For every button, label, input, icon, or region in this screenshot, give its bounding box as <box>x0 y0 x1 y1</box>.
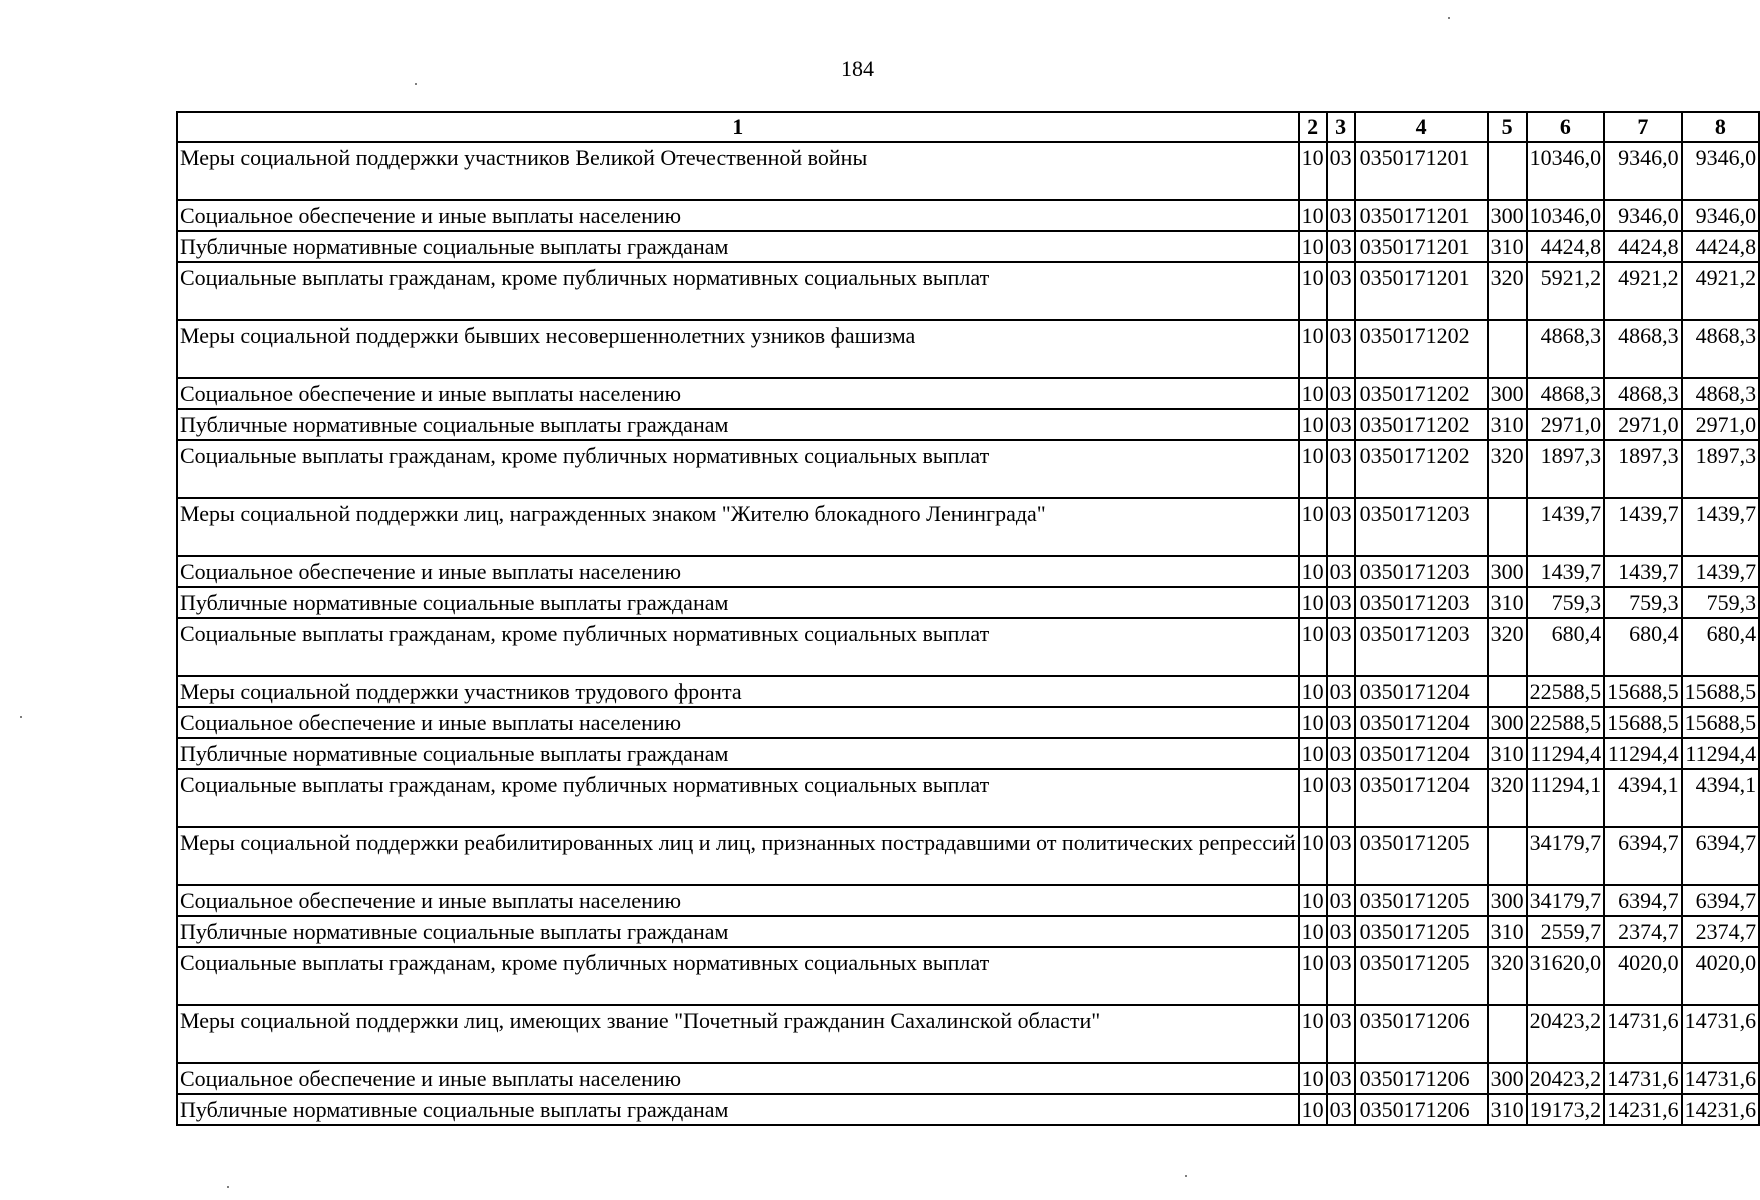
target-article-cell <box>1355 262 1488 320</box>
target-article-prefix: 03501 <box>1359 772 1415 797</box>
subsection-code-cell: 03 <box>1327 885 1355 916</box>
table-row <box>177 587 1759 618</box>
amount-col8-cell: 4424,8 <box>1682 231 1760 262</box>
row-name-cell: Публичные нормативные социальные выплаты гражданам <box>177 231 1299 262</box>
expense-type-cell <box>1488 827 1527 885</box>
subsection-code-cell: 03 <box>1327 916 1355 947</box>
target-article-prefix: 03501 <box>1359 679 1415 704</box>
section-code-cell: 10 <box>1299 769 1327 827</box>
target-article-cell <box>1355 142 1488 200</box>
amount-col7-cell: 4424,8 <box>1604 231 1682 262</box>
amount-col8-cell: 4868,3 <box>1682 378 1760 409</box>
row-name-cell: Меры социальной поддержки участников трудового фронта <box>177 676 1299 707</box>
amount-col7-cell: 2971,0 <box>1604 409 1682 440</box>
section-code-cell: 10 <box>1299 827 1327 885</box>
target-article-cell <box>1355 947 1488 1005</box>
row-name-cell: Социальные выплаты гражданам, кроме публичных нормативных социальных выплат <box>177 947 1299 1005</box>
table-row <box>177 262 1759 320</box>
target-article-cell <box>1355 1063 1488 1094</box>
row-name-cell: Публичные нормативные социальные выплаты гражданам <box>177 1094 1299 1125</box>
amount-col6-cell: 22588,5 <box>1527 676 1605 707</box>
target-article-prefix: 03501 <box>1359 888 1415 913</box>
amount-col6-cell: 759,3 <box>1527 587 1605 618</box>
target-article-suffix: 71202 <box>1414 412 1470 437</box>
row-name-cell: Публичные нормативные социальные выплаты гражданам <box>177 916 1299 947</box>
table-row <box>177 440 1759 498</box>
section-code-cell: 10 <box>1299 618 1327 676</box>
table-row <box>177 1005 1759 1063</box>
table-row <box>177 676 1759 707</box>
amount-col7-cell: 4868,3 <box>1604 378 1682 409</box>
subsection-code-cell: 03 <box>1327 587 1355 618</box>
expense-type-cell: 310 <box>1488 409 1527 440</box>
subsection-code-cell: 03 <box>1327 1094 1355 1125</box>
amount-col6-cell: 4868,3 <box>1527 378 1605 409</box>
row-name-cell: Социальное обеспечение и иные выплаты населению <box>177 885 1299 916</box>
column-header: 8 <box>1682 112 1760 142</box>
column-header: 4 <box>1355 112 1488 142</box>
target-article-prefix: 03501 <box>1359 1008 1415 1033</box>
amount-col6-cell: 20423,2 <box>1527 1063 1605 1094</box>
section-code-cell: 10 <box>1299 738 1327 769</box>
target-article-prefix: 03501 <box>1359 501 1415 526</box>
amount-col8-cell: 15688,5 <box>1682 676 1760 707</box>
target-article-suffix: 71205 <box>1414 950 1470 975</box>
row-name-cell: Социальное обеспечение и иные выплаты населению <box>177 556 1299 587</box>
section-code-cell: 10 <box>1299 947 1327 1005</box>
scan-speck <box>227 1186 229 1188</box>
subsection-code-cell: 03 <box>1327 618 1355 676</box>
scan-speck <box>1185 1175 1187 1177</box>
amount-col6-cell: 34179,7 <box>1527 885 1605 916</box>
amount-col8-cell: 14731,6 <box>1682 1063 1760 1094</box>
amount-col7-cell: 2374,7 <box>1604 916 1682 947</box>
amount-col6-cell: 2971,0 <box>1527 409 1605 440</box>
row-name-cell: Публичные нормативные социальные выплаты гражданам <box>177 738 1299 769</box>
target-article-cell <box>1355 587 1488 618</box>
amount-col6-cell: 2559,7 <box>1527 916 1605 947</box>
target-article-suffix: 71203 <box>1414 501 1470 526</box>
table-row <box>177 320 1759 378</box>
subsection-code-cell: 03 <box>1327 1063 1355 1094</box>
table-row <box>177 916 1759 947</box>
target-article-suffix: 71205 <box>1414 830 1470 855</box>
target-article-cell <box>1355 378 1488 409</box>
subsection-code-cell: 03 <box>1327 769 1355 827</box>
row-name-cell: Публичные нормативные социальные выплаты гражданам <box>177 409 1299 440</box>
expense-type-cell: 310 <box>1488 738 1527 769</box>
row-name-cell: Социальное обеспечение и иные выплаты населению <box>177 378 1299 409</box>
expense-type-cell: 320 <box>1488 618 1527 676</box>
scan-speck <box>1448 17 1450 19</box>
column-header: 6 <box>1527 112 1605 142</box>
section-code-cell: 10 <box>1299 885 1327 916</box>
target-article-suffix: 71202 <box>1414 323 1470 348</box>
section-code-cell: 10 <box>1299 676 1327 707</box>
amount-col8-cell: 1439,7 <box>1682 556 1760 587</box>
target-article-suffix: 71204 <box>1414 741 1470 766</box>
amount-col6-cell: 5921,2 <box>1527 262 1605 320</box>
subsection-code-cell: 03 <box>1327 676 1355 707</box>
section-code-cell: 10 <box>1299 1005 1327 1063</box>
target-article-suffix: 71206 <box>1414 1066 1470 1091</box>
target-article-suffix: 71203 <box>1414 621 1470 646</box>
amount-col7-cell: 11294,4 <box>1604 738 1682 769</box>
target-article-cell <box>1355 1005 1488 1063</box>
amount-col7-cell: 680,4 <box>1604 618 1682 676</box>
target-article-suffix: 71204 <box>1414 679 1470 704</box>
section-code-cell: 10 <box>1299 320 1327 378</box>
amount-col6-cell: 31620,0 <box>1527 947 1605 1005</box>
amount-col7-cell: 14231,6 <box>1604 1094 1682 1125</box>
expense-type-cell: 310 <box>1488 587 1527 618</box>
section-code-cell: 10 <box>1299 556 1327 587</box>
expense-type-cell <box>1488 1005 1527 1063</box>
target-article-prefix: 03501 <box>1359 559 1415 584</box>
amount-col7-cell: 4868,3 <box>1604 320 1682 378</box>
amount-col8-cell: 9346,0 <box>1682 200 1760 231</box>
subsection-code-cell: 03 <box>1327 947 1355 1005</box>
amount-col7-cell: 4921,2 <box>1604 262 1682 320</box>
expense-type-cell: 300 <box>1488 200 1527 231</box>
expense-type-cell: 300 <box>1488 707 1527 738</box>
column-header: 7 <box>1604 112 1682 142</box>
amount-col6-cell: 20423,2 <box>1527 1005 1605 1063</box>
section-code-cell: 10 <box>1299 200 1327 231</box>
amount-col8-cell: 9346,0 <box>1682 142 1760 200</box>
amount-col6-cell: 11294,4 <box>1527 738 1605 769</box>
target-article-suffix: 71204 <box>1414 710 1470 735</box>
target-article-cell <box>1355 738 1488 769</box>
amount-col6-cell: 4868,3 <box>1527 320 1605 378</box>
target-article-prefix: 03501 <box>1359 234 1415 259</box>
amount-col6-cell: 10346,0 <box>1527 142 1605 200</box>
row-name-cell: Социальное обеспечение и иные выплаты населению <box>177 1063 1299 1094</box>
subsection-code-cell: 03 <box>1327 556 1355 587</box>
section-code-cell: 10 <box>1299 440 1327 498</box>
section-code-cell: 10 <box>1299 409 1327 440</box>
section-code-cell: 10 <box>1299 707 1327 738</box>
target-article-prefix: 03501 <box>1359 830 1415 855</box>
expense-type-cell: 320 <box>1488 440 1527 498</box>
amount-col6-cell: 1897,3 <box>1527 440 1605 498</box>
table-row <box>177 738 1759 769</box>
amount-col7-cell: 9346,0 <box>1604 200 1682 231</box>
expense-type-cell <box>1488 498 1527 556</box>
target-article-cell <box>1355 231 1488 262</box>
target-article-prefix: 03501 <box>1359 443 1415 468</box>
target-article-cell <box>1355 556 1488 587</box>
target-article-suffix: 71201 <box>1414 265 1470 290</box>
amount-col8-cell: 14731,6 <box>1682 1005 1760 1063</box>
expense-type-cell: 310 <box>1488 231 1527 262</box>
target-article-cell <box>1355 498 1488 556</box>
scan-speck <box>415 83 417 85</box>
table-row <box>177 769 1759 827</box>
table-row <box>177 498 1759 556</box>
expense-type-cell <box>1488 142 1527 200</box>
amount-col7-cell: 15688,5 <box>1604 707 1682 738</box>
target-article-cell <box>1355 769 1488 827</box>
target-article-cell <box>1355 440 1488 498</box>
table-row <box>177 556 1759 587</box>
row-name-cell: Меры социальной поддержки реабилитированных лиц и лиц, признанных пострадавшими от политических репрессий <box>177 827 1299 885</box>
row-name-cell: Меры социальной поддержки лиц, имеющих звание "Почетный гражданин Сахалинской области" <box>177 1005 1299 1063</box>
table-row <box>177 1063 1759 1094</box>
subsection-code-cell: 03 <box>1327 378 1355 409</box>
subsection-code-cell: 03 <box>1327 200 1355 231</box>
amount-col8-cell: 4394,1 <box>1682 769 1760 827</box>
amount-col7-cell: 6394,7 <box>1604 827 1682 885</box>
amount-col7-cell: 1897,3 <box>1604 440 1682 498</box>
subsection-code-cell: 03 <box>1327 707 1355 738</box>
target-article-cell <box>1355 885 1488 916</box>
budget-table <box>176 111 1760 1126</box>
amount-col6-cell: 34179,7 <box>1527 827 1605 885</box>
target-article-cell <box>1355 618 1488 676</box>
amount-col7-cell: 14731,6 <box>1604 1063 1682 1094</box>
section-code-cell: 10 <box>1299 378 1327 409</box>
target-article-prefix: 03501 <box>1359 265 1415 290</box>
amount-col6-cell: 19173,2 <box>1527 1094 1605 1125</box>
target-article-cell <box>1355 676 1488 707</box>
expense-type-cell <box>1488 676 1527 707</box>
target-article-prefix: 03501 <box>1359 1097 1415 1122</box>
amount-col6-cell: 680,4 <box>1527 618 1605 676</box>
expense-type-cell: 300 <box>1488 1063 1527 1094</box>
subsection-code-cell: 03 <box>1327 738 1355 769</box>
expense-type-cell: 300 <box>1488 556 1527 587</box>
section-code-cell: 10 <box>1299 587 1327 618</box>
table-row <box>177 231 1759 262</box>
amount-col8-cell: 15688,5 <box>1682 707 1760 738</box>
target-article-suffix: 71203 <box>1414 590 1470 615</box>
target-article-prefix: 03501 <box>1359 381 1415 406</box>
table-row <box>177 142 1759 200</box>
target-article-cell <box>1355 916 1488 947</box>
expense-type-cell: 310 <box>1488 916 1527 947</box>
expense-type-cell: 320 <box>1488 262 1527 320</box>
expense-type-cell: 310 <box>1488 1094 1527 1125</box>
amount-col8-cell: 1439,7 <box>1682 498 1760 556</box>
expense-type-cell: 300 <box>1488 378 1527 409</box>
table-row <box>177 885 1759 916</box>
amount-col8-cell: 2374,7 <box>1682 916 1760 947</box>
target-article-prefix: 03501 <box>1359 145 1415 170</box>
target-article-suffix: 71203 <box>1414 559 1470 584</box>
amount-col8-cell: 6394,7 <box>1682 885 1760 916</box>
target-article-prefix: 03501 <box>1359 919 1415 944</box>
row-name-cell: Социальные выплаты гражданам, кроме публичных нормативных социальных выплат <box>177 262 1299 320</box>
row-name-cell: Социальные выплаты гражданам, кроме публичных нормативных социальных выплат <box>177 618 1299 676</box>
target-article-suffix: 71201 <box>1414 234 1470 259</box>
target-article-suffix: 71206 <box>1414 1097 1470 1122</box>
section-code-cell: 10 <box>1299 498 1327 556</box>
target-article-prefix: 03501 <box>1359 950 1415 975</box>
subsection-code-cell: 03 <box>1327 827 1355 885</box>
target-article-prefix: 03501 <box>1359 412 1415 437</box>
target-article-cell <box>1355 200 1488 231</box>
amount-col8-cell: 14231,6 <box>1682 1094 1760 1125</box>
row-name-cell: Меры социальной поддержки участников Великой Отечественной войны <box>177 142 1299 200</box>
row-name-cell: Социальное обеспечение и иные выплаты населению <box>177 707 1299 738</box>
table-row <box>177 378 1759 409</box>
target-article-prefix: 03501 <box>1359 203 1415 228</box>
scan-speck <box>20 716 22 718</box>
amount-col6-cell: 10346,0 <box>1527 200 1605 231</box>
amount-col7-cell: 15688,5 <box>1604 676 1682 707</box>
section-code-cell: 10 <box>1299 262 1327 320</box>
target-article-prefix: 03501 <box>1359 1066 1415 1091</box>
row-name-cell: Социальное обеспечение и иные выплаты населению <box>177 200 1299 231</box>
target-article-prefix: 03501 <box>1359 590 1415 615</box>
amount-col7-cell: 6394,7 <box>1604 885 1682 916</box>
target-article-suffix: 71205 <box>1414 919 1470 944</box>
section-code-cell: 10 <box>1299 142 1327 200</box>
section-code-cell: 10 <box>1299 1063 1327 1094</box>
amount-col8-cell: 4868,3 <box>1682 320 1760 378</box>
amount-col6-cell: 1439,7 <box>1527 556 1605 587</box>
subsection-code-cell: 03 <box>1327 231 1355 262</box>
row-name-cell: Публичные нормативные социальные выплаты гражданам <box>177 587 1299 618</box>
table-row <box>177 1094 1759 1125</box>
table-row <box>177 409 1759 440</box>
amount-col6-cell: 4424,8 <box>1527 231 1605 262</box>
subsection-code-cell: 03 <box>1327 498 1355 556</box>
row-name-cell: Социальные выплаты гражданам, кроме публичных нормативных социальных выплат <box>177 769 1299 827</box>
subsection-code-cell: 03 <box>1327 409 1355 440</box>
amount-col6-cell: 11294,1 <box>1527 769 1605 827</box>
amount-col8-cell: 11294,4 <box>1682 738 1760 769</box>
amount-col7-cell: 4020,0 <box>1604 947 1682 1005</box>
row-name-cell: Социальные выплаты гражданам, кроме публичных нормативных социальных выплат <box>177 440 1299 498</box>
subsection-code-cell: 03 <box>1327 440 1355 498</box>
amount-col6-cell: 1439,7 <box>1527 498 1605 556</box>
target-article-suffix: 71202 <box>1414 381 1470 406</box>
target-article-suffix: 71201 <box>1414 203 1470 228</box>
amount-col7-cell: 4394,1 <box>1604 769 1682 827</box>
amount-col7-cell: 9346,0 <box>1604 142 1682 200</box>
target-article-cell <box>1355 1094 1488 1125</box>
target-article-suffix: 71201 <box>1414 145 1470 170</box>
target-article-prefix: 03501 <box>1359 741 1415 766</box>
table-row <box>177 827 1759 885</box>
subsection-code-cell: 03 <box>1327 320 1355 378</box>
amount-col8-cell: 2971,0 <box>1682 409 1760 440</box>
target-article-cell <box>1355 827 1488 885</box>
amount-col7-cell: 759,3 <box>1604 587 1682 618</box>
amount-col8-cell: 6394,7 <box>1682 827 1760 885</box>
column-header: 2 <box>1299 112 1327 142</box>
row-name-cell: Меры социальной поддержки лиц, награжденных знаком "Жителю блокадного Ленинграда" <box>177 498 1299 556</box>
target-article-prefix: 03501 <box>1359 710 1415 735</box>
amount-col8-cell: 759,3 <box>1682 587 1760 618</box>
column-header: 3 <box>1327 112 1355 142</box>
expense-type-cell: 320 <box>1488 947 1527 1005</box>
page-number: 184 <box>841 56 874 81</box>
target-article-cell <box>1355 707 1488 738</box>
target-article-cell <box>1355 409 1488 440</box>
subsection-code-cell: 03 <box>1327 262 1355 320</box>
amount-col7-cell: 14731,6 <box>1604 1005 1682 1063</box>
expense-type-cell <box>1488 320 1527 378</box>
column-header: 5 <box>1488 112 1527 142</box>
section-code-cell: 10 <box>1299 916 1327 947</box>
target-article-suffix: 71202 <box>1414 443 1470 468</box>
target-article-suffix: 71206 <box>1414 1008 1470 1033</box>
amount-col8-cell: 4921,2 <box>1682 262 1760 320</box>
table-row <box>177 947 1759 1005</box>
subsection-code-cell: 03 <box>1327 142 1355 200</box>
amount-col8-cell: 1897,3 <box>1682 440 1760 498</box>
amount-col7-cell: 1439,7 <box>1604 556 1682 587</box>
amount-col8-cell: 4020,0 <box>1682 947 1760 1005</box>
target-article-prefix: 03501 <box>1359 323 1415 348</box>
expense-type-cell: 320 <box>1488 769 1527 827</box>
target-article-cell <box>1355 320 1488 378</box>
amount-col8-cell: 680,4 <box>1682 618 1760 676</box>
amount-col6-cell: 22588,5 <box>1527 707 1605 738</box>
amount-col7-cell: 1439,7 <box>1604 498 1682 556</box>
section-code-cell: 10 <box>1299 231 1327 262</box>
section-code-cell: 10 <box>1299 1094 1327 1125</box>
subsection-code-cell: 03 <box>1327 1005 1355 1063</box>
row-name-cell: Меры социальной поддержки бывших несовершеннолетних узников фашизма <box>177 320 1299 378</box>
table-row <box>177 618 1759 676</box>
expense-type-cell: 300 <box>1488 885 1527 916</box>
target-article-suffix: 71204 <box>1414 772 1470 797</box>
table-row <box>177 707 1759 738</box>
target-article-suffix: 71205 <box>1414 888 1470 913</box>
table-row <box>177 200 1759 231</box>
column-header: 1 <box>177 112 1299 142</box>
header-row <box>177 112 1759 142</box>
target-article-prefix: 03501 <box>1359 621 1415 646</box>
